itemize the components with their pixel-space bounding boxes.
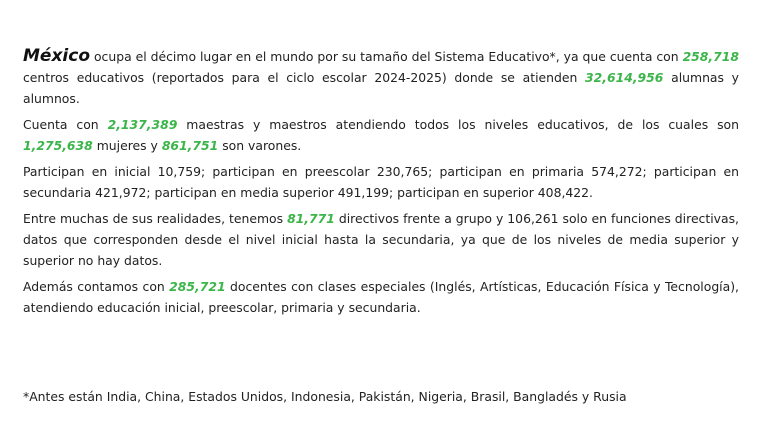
directors-text-1: Entre muchas de sus realidades, tenemos [23,211,288,226]
teachers-text-3: mujeres y [92,138,162,153]
ranking-text-2: centros educativos (reportados para el ciclo escolar 2024-2025) donde se atienden [23,70,586,85]
special-teachers-count: 285,721 [169,279,226,294]
teachers-count: 2,137,389 [107,117,178,132]
teachers-text-1: Cuenta con [23,117,108,132]
ranking-text-3: alumnas y alumnos. [23,70,739,106]
men-count: 861,751 [161,138,219,153]
paragraph-teachers [23,114,739,156]
teachers-text-4: son varones. [218,138,302,153]
paragraph-levels: Participan en inicial 10,759; participan en preescolar 230,765; participan en primaria 574,272; participan en secundaria 421,972; participan en media superior 491,199; participan en superior 408,422. [23,164,739,200]
paragraph-ranking [23,46,739,109]
paragraph-directors [23,208,739,271]
students-count: 32,614,956 [585,70,664,85]
teachers-text-2: maestras y maestros atendiendo todos los niveles educativos, de los cuales son [177,117,739,132]
footnote: *Antes están India, China, Estados Unidos, Indonesia, Pakistán, Nigeria, Brasil, Bangladés y Rusia [23,389,627,404]
main-content [23,46,739,323]
special-text-1: Además contamos con [23,279,170,294]
paragraph-special-teachers [23,276,739,318]
directors-count: 81,771 [287,211,335,226]
directors-text-2: directivos frente a grupo y 106,261 solo en funciones directivas, datos que corresponden desde el nivel inicial hasta la secundaria, ya que de los niveles de media superior y superior no hay datos. [23,211,739,268]
schools-count: 258,718 [682,49,739,64]
women-count: 1,275,638 [23,138,93,153]
ranking-text-1: ocupa el décimo lugar en el mundo por su tamaño del Sistema Educativo*, ya que cuenta con [90,49,683,64]
country-name: México [23,46,90,66]
special-text-2: docentes con clases especiales (Inglés, Artísticas, Educación Física y Tecnología), atendiendo educación inicial, preescolar, primaria y secundaria. [23,279,739,315]
